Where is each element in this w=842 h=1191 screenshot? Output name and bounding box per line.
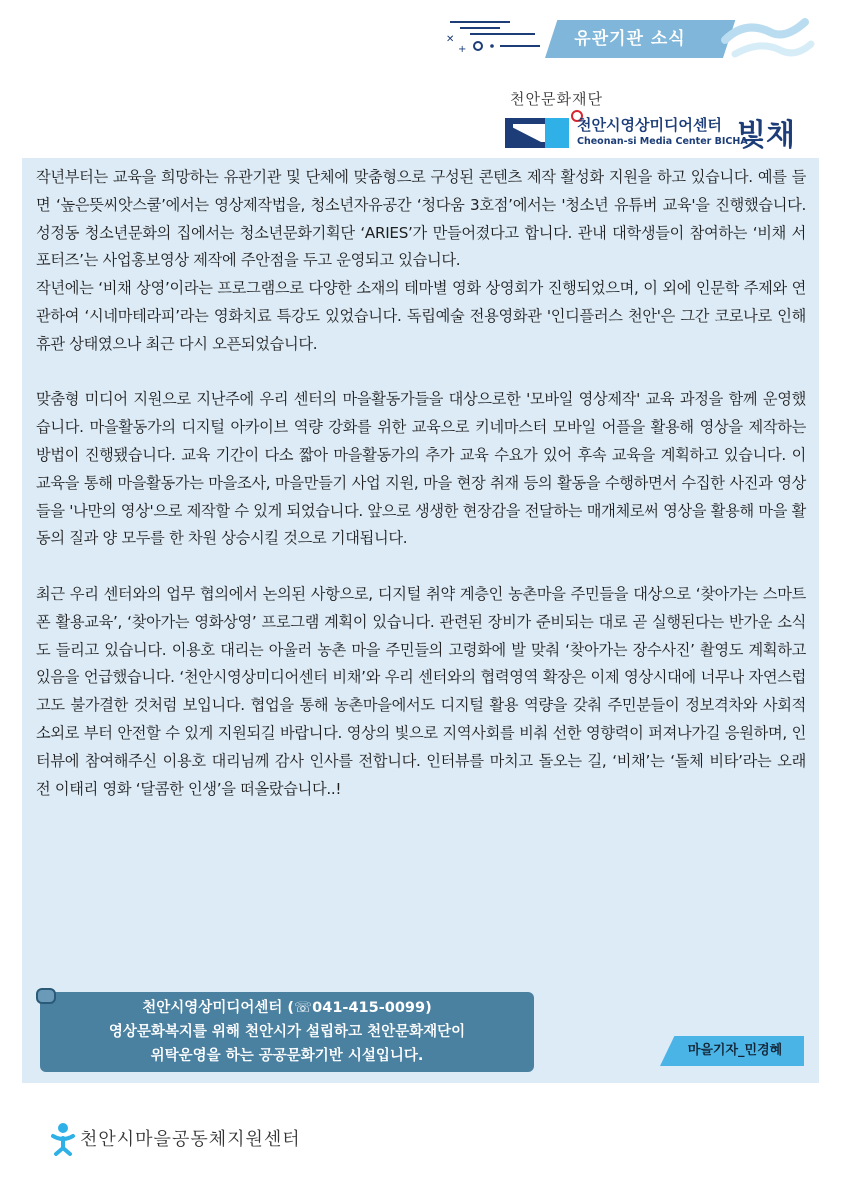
foundation-name: 천안문화재단 <box>510 90 603 108</box>
person-icon <box>50 1122 76 1156</box>
paragraph: 최근 우리 센터와의 업무 협의에서 논의된 사항으로, 디지털 취약 계층인 농촌마을 주민들을 대상으로 ‘찾아가는 스마트폰 활용교육’, ‘찾아가는 영화상영’ 프로그램 계획이 있습니다. 관련된 장비가 준비되는 대로 곧 실행된다는 반가운 소식도 들리고 있습니다. 이용호 대리는 아울러 농촌 마을 주민들의 고령화에 발 맞춰 ‘찾아가는 장수사진’ 촬영도 계획하고 있음을 언급했습니다. ‘천안시영상미디어센터 비채’와 우리 센터와의 협력영역 확장은 이제 영상시대에 너무나 자연스럽고도 불가결한 것처럼 보입니다. 협업을 통해 농촌마을에서도 디지털 활용 역량을 갖춰 주민분들이 정보격차와 사회적 소외로 부터 안전할 수 있게 지원되길 바랍니다. 영상의 빛으로 지역사회를 비춰 선한 영향력이 퍼져나가길 응원하며, 인터뷰에 참여해주신 이용호 대리님께 감사 인사를 전합니다. 인터뷰를 마치고 돌오는 길, ‘비채’는 ‘돌체 비타’라는 오래 전 이태리 영화 ‘달콤한 인생’을 떠올랐습니다..! <box>36 584 806 798</box>
info-line-3: 위탁운영을 하는 공공문화기반 시설입니다. <box>150 1048 424 1064</box>
info-line-1: 천안시영상미디어센터 (☏041-415-0099) <box>142 1000 432 1016</box>
paragraph: 맞춤형 미디어 지원으로 지난주에 우리 센터의 마을활동가들을 대상으로한 '모바일 영상제작' 교육 과정을 함께 운영했습니다. 마을활동가의 디지털 아카이브 역량 강화를 위한 교육으로 키네마스터 모바일 어플을 활용해 영상을 제작하는 방법이 진행됐습니다. 교육 기간이 다소 짧아 마을활동가의 추가 교육 수요가 있어 후속 교육을 계획하고 있습니다. 이 교육을 통해 마을활동가는 마을조사, 마을만들기 사업 지원, 마을 현장 취재 등의 활동을 수행하면서 수집한 사진과 영상들을 '나만의 영상'으로 제작할 수 있게 되었습니다. 앞으로 생생한 현장감을 전달하는 매개체로써 영상을 활용해 마을 활동의 질과 양 모두를 한 차원 상승시킬 것으로 기대됩니다. <box>36 390 807 548</box>
logo-name: 천안시영상미디어센터 <box>577 116 722 134</box>
reporter-name: 마을기자_민경혜 <box>687 1043 783 1058</box>
logo-accent <box>545 118 569 148</box>
svg-text:✕: ✕ <box>446 34 455 45</box>
logo-english: Cheonan-si Media Center BICHA <box>577 136 748 147</box>
wave-decoration-icon <box>715 10 815 70</box>
info-line-2: 영상문화복지를 위해 천안시가 설립하고 천안문화재단이 <box>108 1024 466 1040</box>
section-title: 유관기관 소식 <box>574 29 686 49</box>
article-panel <box>22 158 819 1083</box>
footer-org-name: 천안시마을공동체지원센터 <box>80 1129 301 1150</box>
info-text <box>40 996 534 1068</box>
logo-short: 빛채 <box>737 118 795 153</box>
media-center-logo <box>505 114 805 158</box>
paragraph: 작년부터는 교육을 희망하는 유관기관 및 단체에 맞춤형으로 구성된 콘텐츠 제작 활성화 지원을 하고 있습니다. 예를 들면 ‘높은뜻씨앗스쿨’에서는 영상제작법을, 청소년자유공간 ‘청다움 3호점’에서는 '청소년 유튜버 교육'을 진행했습니다. 성정동 청소년문화의 집에서는 청소년문화기획단 ‘ARIES’가 만들어졌다고 합니다. 관내 대학생들이 참여하는 ‘비채 서포터즈’는 사업홍보영상 제작에 주안점을 두고 운영되고 있습니다. <box>36 168 806 270</box>
article-body <box>36 164 806 803</box>
header-decoration-icon <box>440 16 550 56</box>
paragraph: 작년에는 ‘비채 상영’이라는 프로그램으로 다양한 소재의 테마별 영화 상영회가 진행되었으며, 이 외에 인문학 주제와 연관하여 ‘시네마테라피’라는 영화치료 특강도 있었습니다. 독립예술 전용영화관 '인디플러스 천안'은 그간 코로나로 인해 휴관 상태였으나 최근 다시 오픈되었습니다. <box>36 279 806 353</box>
svg-text:+: + <box>458 44 467 55</box>
